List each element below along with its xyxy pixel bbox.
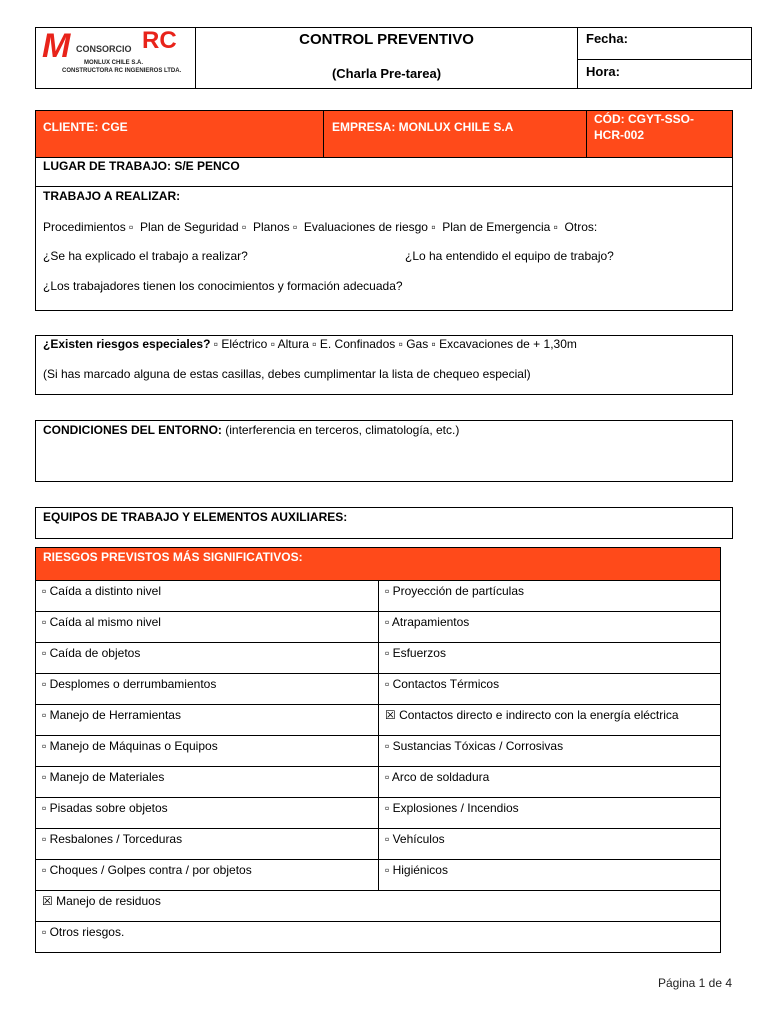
table-row [36, 922, 721, 953]
risk-item-otros[interactable]: ▫ Otros riesgos. [36, 922, 721, 953]
question-explicado: ¿Se ha explicado el trabajo a realizar? [43, 249, 248, 263]
risk-item[interactable]: ▫ Explosiones / Incendios [379, 798, 721, 829]
equipos-label: EQUIPOS DE TRABAJO Y ELEMENTOS AUXILIARES: [43, 510, 348, 524]
risk-item-manejo-residuos[interactable]: ☒ Manejo de residuos [36, 891, 721, 922]
risk-item[interactable]: ▫ Sustancias Tóxicas / Corrosivas [379, 736, 721, 767]
risk-item[interactable]: ▫ Manejo de Materiales [36, 767, 379, 798]
equipos-section[interactable] [35, 507, 733, 539]
table-row [36, 674, 721, 705]
trabajo-label: TRABAJO A REALIZAR: [43, 189, 181, 203]
header-logo-cell [35, 27, 196, 89]
cliente-cell [35, 110, 324, 158]
risk-item[interactable]: ▫ Proyección de partículas [379, 581, 721, 612]
logo-line2: CONSTRUCTORA RC INGENIEROS LTDA. [62, 68, 182, 74]
riesgos-especiales-note: (Si has marcado alguna de estas casillas, debes cumplimentar la lista de chequeo especial) [43, 367, 531, 381]
table-row [36, 860, 721, 891]
fecha-cell[interactable] [577, 27, 752, 60]
question-entendido: ¿Lo ha entendido el equipo de trabajo? [405, 249, 614, 263]
logo-rc: RC [142, 27, 177, 54]
riesgos-header-label: RIESGOS PREVISTOS MÁS SIGNIFICATIVOS: [43, 550, 303, 564]
riesgos-especiales-options[interactable]: ▫ Eléctrico ▫ Altura ▫ E. Confinados ▫ Gas ▫ Excavaciones de + 1,30m [210, 337, 577, 351]
risk-item[interactable]: ▫ Manejo de Herramientas [36, 705, 379, 736]
header-title-cell [195, 27, 578, 89]
table-row [36, 829, 721, 860]
risk-item[interactable]: ▫ Pisadas sobre objetos [36, 798, 379, 829]
procedimientos-options[interactable]: Procedimientos ▫ Plan de Seguridad ▫ Planos ▫ Evaluaciones de riesgo ▫ Plan de Emergencia ▫ Otros: [43, 220, 598, 234]
risk-item[interactable]: ▫ Atrapamientos [379, 612, 721, 643]
risk-item[interactable]: ▫ Vehículos [379, 829, 721, 860]
trabajo-section [35, 186, 733, 311]
hora-cell[interactable] [577, 59, 752, 89]
lugar-row [35, 157, 733, 187]
riesgos-especiales-line[interactable] [43, 337, 577, 351]
page-title: CONTROL PREVENTIVO [299, 31, 474, 48]
risk-item[interactable]: ▫ Arco de soldadura [379, 767, 721, 798]
entorno-label: CONDICIONES DEL ENTORNO: [43, 423, 222, 437]
table-row [36, 705, 721, 736]
logo-line1: MONLUX CHILE S.A. [84, 60, 144, 66]
risk-item[interactable]: ▫ Caída de objetos [36, 643, 379, 674]
risk-item[interactable]: ☒ Contactos directo e indirecto con la energía eléctrica [379, 705, 721, 736]
codigo-cell [586, 110, 733, 158]
risk-item[interactable]: ▫ Choques / Golpes contra / por objetos [36, 860, 379, 891]
risk-item[interactable]: ▫ Caída al mismo nivel [36, 612, 379, 643]
table-row [36, 581, 721, 612]
entorno-line [43, 423, 459, 437]
entorno-section[interactable] [35, 420, 733, 482]
riesgos-especiales-section [35, 335, 733, 395]
lugar-label: LUGAR DE TRABAJO: S/E PENCO [43, 159, 240, 173]
entorno-note: (interferencia en terceros, climatología, etc.) [221, 423, 460, 437]
fecha-label: Fecha: [586, 31, 628, 46]
riesgos-especiales-label: ¿Existen riesgos especiales? [43, 337, 211, 351]
page-number: Página 1 de 4 [657, 976, 732, 990]
empresa-cell [323, 110, 587, 158]
page-subtitle: (Charla Pre-tarea) [331, 66, 442, 81]
table-row [36, 891, 721, 922]
logo-mark-icon: M [42, 27, 71, 65]
empresa-label: EMPRESA: MONLUX CHILE S.A [332, 120, 514, 134]
risk-item[interactable]: ▫ Desplomes o derrumbamientos [36, 674, 379, 705]
risk-item[interactable]: ▫ Higiénicos [379, 860, 721, 891]
riesgos-header [35, 547, 721, 581]
hora-label: Hora: [586, 64, 620, 79]
table-row [36, 612, 721, 643]
risk-item[interactable]: ▫ Resbalones / Torceduras [36, 829, 379, 860]
risk-item[interactable]: ▫ Esfuerzos [379, 643, 721, 674]
cliente-label: CLIENTE: CGE [43, 120, 128, 134]
question-conocimientos: ¿Los trabajadores tienen los conocimientos y formación adecuada? [43, 279, 403, 293]
risk-item[interactable]: ▫ Contactos Térmicos [379, 674, 721, 705]
table-row [36, 736, 721, 767]
codigo-line1: CÓD: CGYT-SSO- [594, 112, 695, 126]
risk-item[interactable]: ▫ Manejo de Máquinas o Equipos [36, 736, 379, 767]
table-row [36, 798, 721, 829]
table-row [36, 767, 721, 798]
table-row [36, 643, 721, 674]
riesgos-table [35, 580, 721, 953]
codigo-line2: HCR-002 [594, 128, 645, 142]
logo-consorcio: CONSORCIO [76, 44, 132, 54]
risk-item[interactable]: ▫ Caída a distinto nivel [36, 581, 379, 612]
